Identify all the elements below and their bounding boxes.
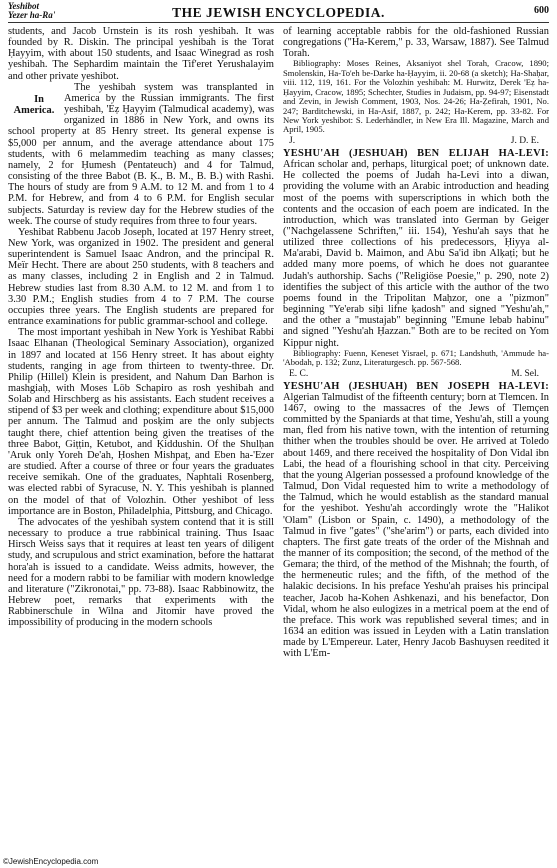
side-heading: In America. (13, 93, 55, 116)
page-number: 600 (534, 5, 549, 16)
bibliography: Bibliography: Fuenn, Keneset Yisrael, p. 671; Landshuth, 'Ammude ha-'Abodah, p. 132; Zunz, Literaturgesch. pp. 567-568. (283, 347, 549, 368)
entry-heading: YESHU'AH (JESHUAH) BEN JOSEPH HA-LEVI: (283, 380, 549, 392)
bibliography: Bibliography: Moses Reines, Aksaniyot shel Torah, Cracow, 1890; Smolenskin, Ha-To'eh be-Darke ha-Ḥayyim, ii. 20-68 (a sketch); Ha-Shaḥar, viii. 112, 119, 161. For the Volozhin yeshibah: M. Hurwitz, Derek 'Eẓ ha-Ḥayyim, Cracow, 1895; Schechter, Studies in Judaism, pp. 94-97; Eisenstadt and Zevin, in Jewish Comment, 1903, Nos. 24-26; Ha-Ẓefirah, 1901, No. 247; Barditchewski, in Ha-Asif, 1887, p. 242; Ha-Kerem, pp. 33-82. For New York yeshibot: S. Lederhändler, in New Era Ill. Magazine, March and April, 1905. (283, 58, 549, 135)
paragraph: The most important yeshibah in New York is Yeshibat Rabbi Isaac Elhanan (Theological Seminary Association), organized in 1897 and located at 156 Henry street. It has about eighty students, ranging in age from thirteen to twenty-three. Dr. Philip (Hillel) Klein is president, and Nahum Dan Barhon is mashgiaḥ, with Moses Löb Schapiro as rosh yeshibah and Solab and Hirschberg as his assistants. Each student receives a stipend of $3 per week and clothing; expenditure about $15,000 per annum. The Talmud and posḳim are the only subjects taught there, chief attention being given the treatises of the three Babot, Giṭṭin, Ketubot, and Ḳiddushin. Of the Shulḥan 'Aruk only Yoreh De'ah, Ḥoshen Mishpaṭ, and Eben ha-'Ezer are studied. After a course of three or four years the graduates receive semikah. One of the graduates, Naphtali Rosenberg, was elected rabbi of Syracuse, N. Y. This yeshibah is planned on the model of that of Volozhin. Other yeshibot of less importance are in Boston, Philadelphia, Pittsburg, and Chicago. (8, 327, 274, 517)
running-head-line1: Yeshibot (8, 1, 40, 11)
left-column (8, 26, 274, 628)
page-title: THE JEWISH ENCYCLOPEDIA. (172, 5, 385, 20)
paragraph: Yeshibat Rabbenu Jacob Joseph, located at 197 Henry street, New York, was organized in 1902. The president and general superintendent is Samuel Isaac Andron, and the principal R. Meïr Hecht. There are about 250 students, with 8 teachers and as many classes, including 2 in English and 2 in Talmud. Hebrew studies last from 8.30 A.M. to 12 M. and from 1 to 3.30 P.M.; English studies from 4 to 7 P.M. The course occupies three years. The English students are prepared for entrance examinations for public grammar-school and college. (8, 226, 274, 328)
signature-initials: E. C. (289, 368, 309, 379)
signature-line (283, 135, 549, 148)
copyright-footer: ©JewishEncyclopedia.com (3, 857, 99, 866)
entry-text: African scholar and, perhaps, liturgical poet; of unknown date. He collected the poems of Judah ha-Levi into a diwan, providing the volume with an Arabic introduction and heading most of the poems with superscriptions in which both the contents and the occasion of each poem are indicated. In the introduction, which was translated into German by Geiger ("Nachgelassene Schriften," iii. 154), Yeshu'ah says that he utilized three collections of his predecessors, Ḥiyya al-Ma'arabi, David b. Maimon, and Abu Sa'id ibn Alḳaṭi; but he added many more poems, of which he does not guarantee Judah's authorship. Sachs ("Religiöse Poesie," p. 290, note 2) identifies the subject of this article with the author of the two poems found in the Tripolitan Maḥzor, one a "pizmon" beginning "Ye'erab siḥi lifne ḳadosh" and signed "Yeshu'ah," and the other a "mustajab" beginning "Emune lebab habinu" and signed "Yeshu'ah Ḥazzan." Both are to be recited on Yom Kippur night. (283, 159, 549, 349)
signature-line (283, 368, 549, 381)
signature-author: M. Sel. (511, 368, 539, 379)
signature-initials: J. (289, 135, 296, 146)
header-rule (8, 22, 549, 23)
entry-paragraph (283, 381, 549, 660)
entry-paragraph (283, 148, 549, 349)
paragraph: The advocates of the yeshibah system contend that it is still necessary to produce a true rabbinical training. Thus Isaac Hirsch Weiss says that it requires at least ten years of diligent study, and scrupulous and strict examination, before the hattarat hora'ah is issued to a candidate. Weiss admits, however, the need for a modern rabbi to be familiar with modern knowledge and literature ("Zikronotai," pp. 73-88). Isaac Rabbinowitz, the Hebrew poet, remarks that experiments with the Rabbinerschule in Wilna and Jitomir have proved the impossibility of producing in the modern schools (8, 516, 274, 629)
page-header (8, 2, 549, 22)
running-head-line2: Yezer ha-Ra' (8, 10, 56, 20)
paragraph: of learning acceptable rabbis for the old-fashioned Russian congregations ("Ha-Kerem," p. 33, Warsaw, 1887). See Talmud Torah. (283, 26, 549, 60)
right-column (283, 26, 549, 660)
paragraph: students, and Jacob Urnstein is its rosh yeshibah. It was founded by R. Diskin. The principal yeshibah is the Torat Ḥayyim, with about 150 students, and Isaac Winegrad as rosh yeshibah. The Sephardim maintain the Tif'eret Yerushalayim and other private yeshibot. (8, 26, 274, 82)
paragraph: In America. The yeshibah system was transplanted in America by the Russian immigrants. The first yeshibah, 'Eẓ Ḥayyim (Talmudical academy), was organized in 1886 in New York, and owns its school property at 85 Henry street. Its general expense is $5,000 per annum, and the average attendance about 175 students, with 6 melammedim teaching as many classes; namely, 2 for Ḥumesh (Pentateuch) and 4 for Talmud, consisting of the three Babot (B. Ḳ., B. M., B. B.) with Rashi. The hours of study are from 9 A.M. to 12 M. and from 1 to 4 P.M. for Hebrew, and from 4 to 6 P.M. for English secular subjects. Saturday is review day for the Hebrew studies of the week. The course of study requires from three to four years. (8, 81, 274, 227)
signature-author: J. D. E. (510, 135, 539, 146)
entry-text: Algerian Talmudist of the fifteenth century; born at Tlemcen. In 1467, owing to the massacres of the Jews of Tlemçen committed by the Spaniards at that time, Yeshu'ah, still a young man, fled from his native town, with the intention of returning thither when the troubles should be over. He arrived at Toledo about 1469, and there received the hospitality of Don Vidal ibn Labi, the head of a flourishing school in that city. Perceiving that the young Algerian possessed a profound knowledge of the Talmud, Don Vidal requested him to write a methodology of the Talmud, which he would establish as the standard manual for the yeshibot. Yeshu'ah accordingly wrote the "Halikot 'Olam" (Lisbon or Spain, c. 1490), a methodology of the Talmud in five "gates" ("she'arim") or parts, each divided into chapters. The first gate treats of the order of the Mishnah and the manner of its composition; the second, of the method of the Gemara; the third, of the method of the Mishnah; the fourth, of the hermeneutic rules; and the fifth, of the method of the halakic decisions. In his preface Yeshu'ah praises his principal teacher, Jacob ha-Kohen Ashkenazi, and his benefactor, Don Vidal, whom he also eulogizes in a metrical poem at the end of the preface. This work was republished several times; and in 1634 an edition was issued in Leyden with a Latin translation made by L'Empereur. Later, Henry Jacob Bashuysen reedited it with L'Em- (283, 391, 549, 660)
entry-heading: YESHU'AH (JESHUAH) BEN ELIJAH HA-LEVI: (283, 147, 549, 159)
